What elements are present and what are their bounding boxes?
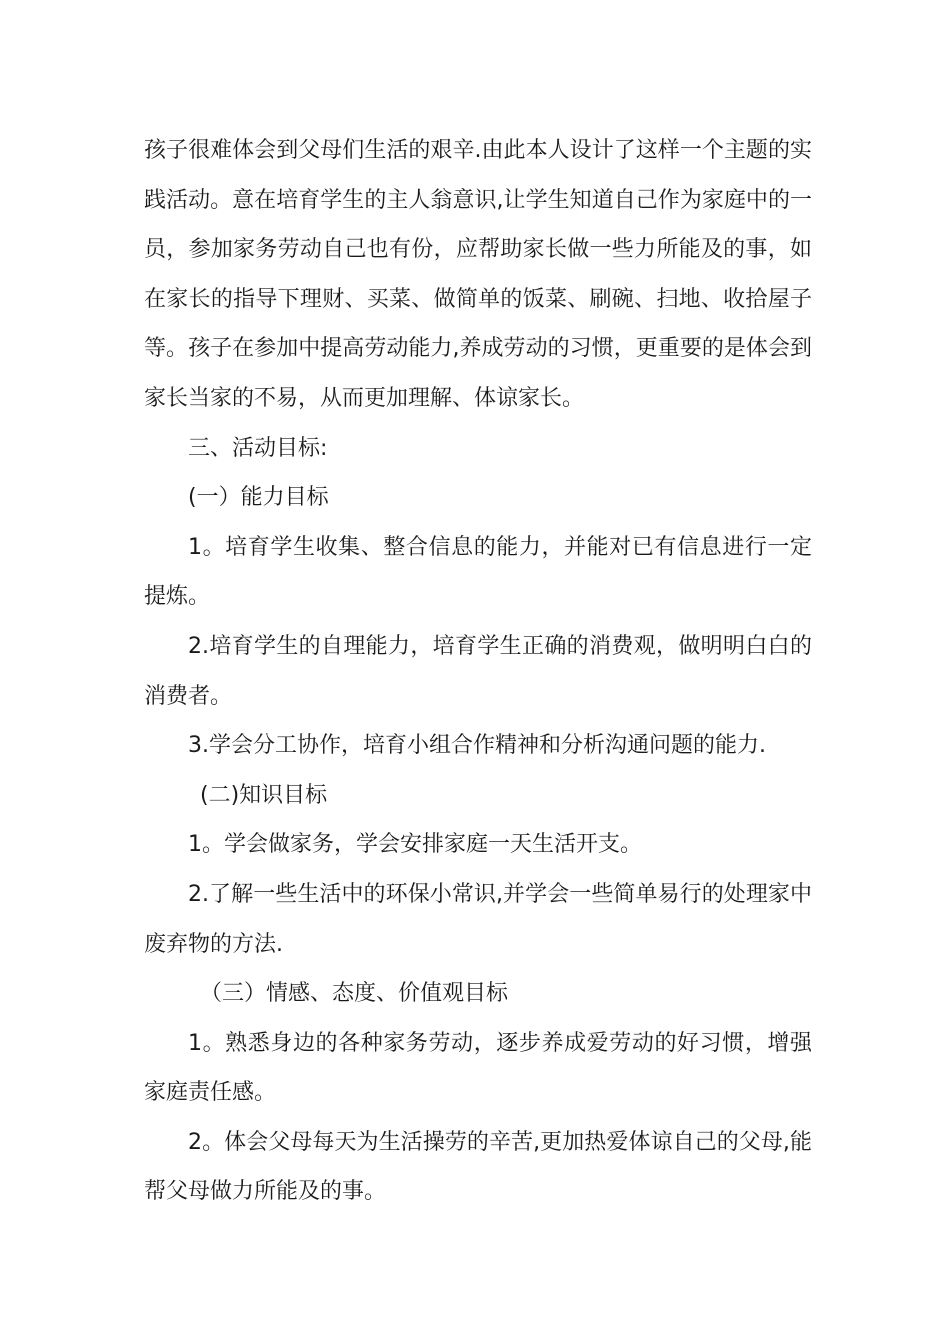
list-item-knowledge-2: 2.了解一些生活中的环保小常识,并学会一些简单易行的处理家中废弃物的方法. — [144, 881, 812, 957]
document-page — [144, 126, 812, 1217]
list-item-emotion-2: 2。体会父母每天为生活操劳的辛苦,更加热爱体谅自己的父母,能帮父母做力所能及的事。 — [144, 1129, 812, 1205]
list-item-emotion-1: 1。熟悉身边的各种家务劳动，逐步养成爱劳动的好习惯，增强家庭责任感。 — [144, 1030, 812, 1106]
body-paragraph-intro: 孩子很难体会到父母们生活的艰辛.由此本人设计了这样一个主题的实践活动。意在培育学生的主人翁意识,让学生知道自己作为家庭中的一员，参加家务劳动自己也有份，应帮助家长做一些力所能及的事，如在家长的指导下理财、买菜、做简单的饭菜、刷碗、扫地、收拾屋子等。孩子在参加中提高劳动能力,养成劳动的习惯，更重要的是体会到家长当家的不易，从而更加理解、体谅家长。 — [144, 138, 812, 411]
list-item-ability-1: 1。培育学生收集、整合信息的能力，并能对已有信息进行一定提炼。 — [144, 534, 812, 610]
list-item-ability-2: 2.培育学生的自理能力，培育学生正确的消费观，做明明白白的消费者。 — [144, 633, 812, 709]
subheading-emotion-goals: （三）情感、态度、价值观目标 — [200, 981, 509, 1007]
subheading-knowledge-goals: (二)知识目标 — [200, 782, 328, 808]
list-item-knowledge-1: 1。学会做家务，学会安排家庭一天生活开支。 — [188, 832, 642, 858]
subheading-ability-goals: (一）能力目标 — [188, 485, 329, 511]
list-item-ability-3: 3.学会分工协作，培育小组合作精神和分析沟通问题的能力. — [188, 733, 766, 759]
section-heading-activity-goals: 三、活动目标: — [188, 435, 328, 461]
